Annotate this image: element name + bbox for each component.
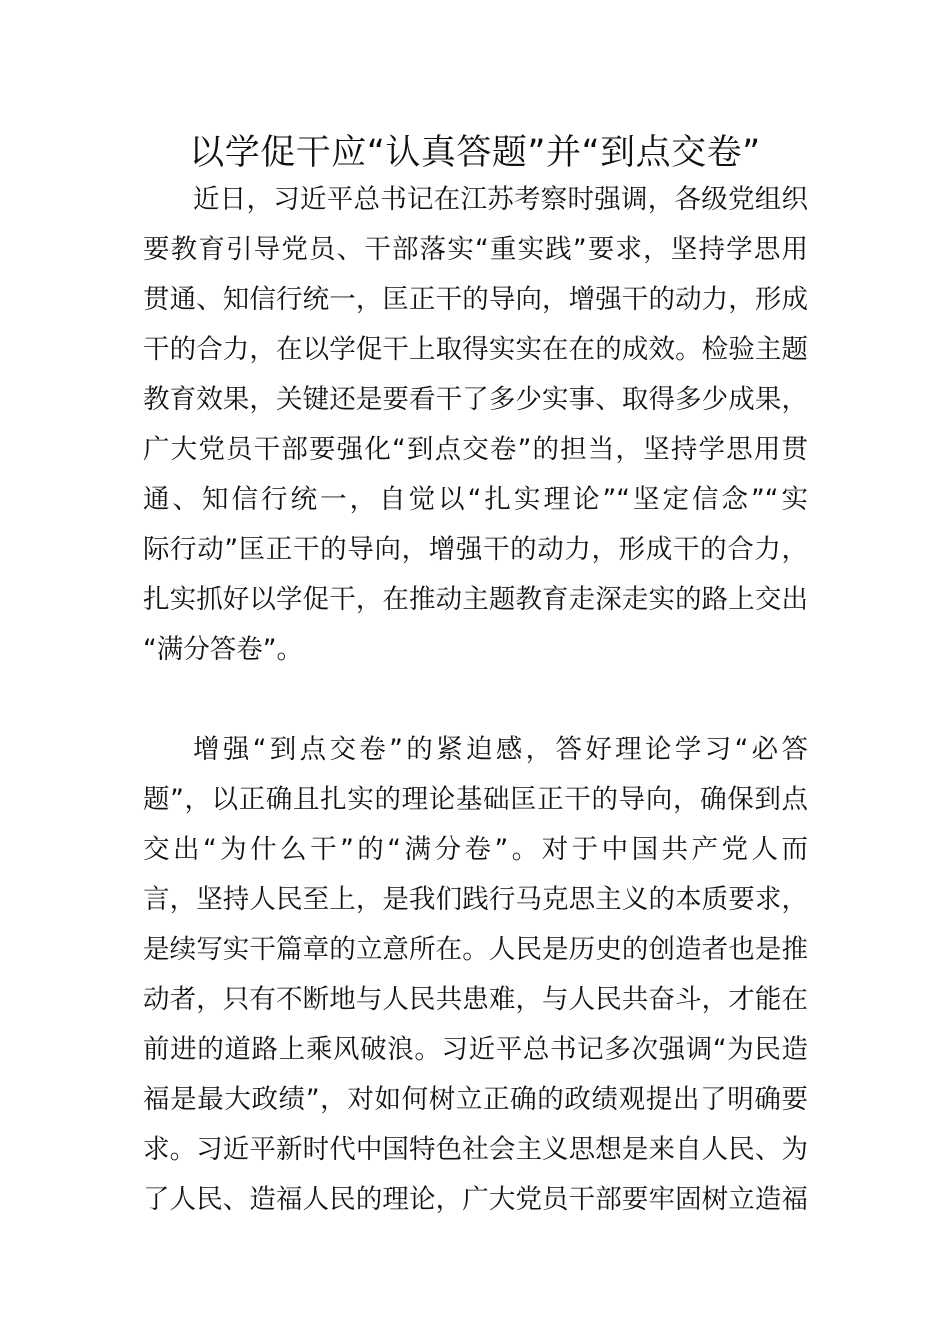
text-line: 题”，以正确且扎实的理论基础匡正干的导向，确保到点 [143,784,808,815]
text-line: 贯通、知信行统一，匡正干的导向，增强干的动力，形成 [143,284,808,315]
text-line: 求。习近平新时代中国特色社会主义思想是来自人民、为 [143,1134,808,1165]
text-line: 交出“为什么干”的“满分卷”。对于中国共产党人而 [143,834,808,865]
text-line: 干的合力，在以学促干上取得实实在在的成效。检验主题 [143,334,808,365]
text-line: 前进的道路上乘风破浪。习近平总书记多次强调“为民造 [143,1034,808,1065]
text-line: 通、知信行统一，自觉以“扎实理论”“坚定信念”“实 [143,484,808,515]
text-line: “满分答卷”。 [143,634,303,665]
document-title: 以学促干应“认真答题”并“到点交卷” [189,133,761,173]
text-line: 福是最大政绩”，对如何树立正确的政绩观提出了明确要 [143,1084,808,1115]
text-line: 了人民、造福人民的理论，广大党员干部要牢固树立造福 [143,1184,808,1215]
text-line: 际行动”匡正干的导向，增强干的动力，形成干的合力， [143,534,808,565]
text-line: 言，坚持人民至上，是我们践行马克思主义的本质要求， [143,884,808,915]
text-line: 是续写实干篇章的立意所在。人民是历史的创造者也是推 [143,934,808,965]
paragraph-1 [143,175,808,675]
text-line: 动者，只有不断地与人民共患难，与人民共奋斗，才能在 [143,984,808,1015]
text-line: 扎实抓好以学促干，在推动主题教育走深走实的路上交出 [143,584,808,615]
text-line: 广大党员干部要强化“到点交卷”的担当，坚持学思用贯 [143,434,808,465]
paragraph-2 [143,725,808,1225]
text-line: 教育效果，关键还是要看干了多少实事、取得多少成果， [143,384,808,415]
text-line: 要教育引导党员、干部落实“重实践”要求，坚持学思用 [143,234,808,265]
text-line: 近日，习近平总书记在江苏考察时强调，各级党组织 [193,184,808,215]
text-line: 增强“到点交卷”的紧迫感，答好理论学习“必答 [193,734,808,765]
